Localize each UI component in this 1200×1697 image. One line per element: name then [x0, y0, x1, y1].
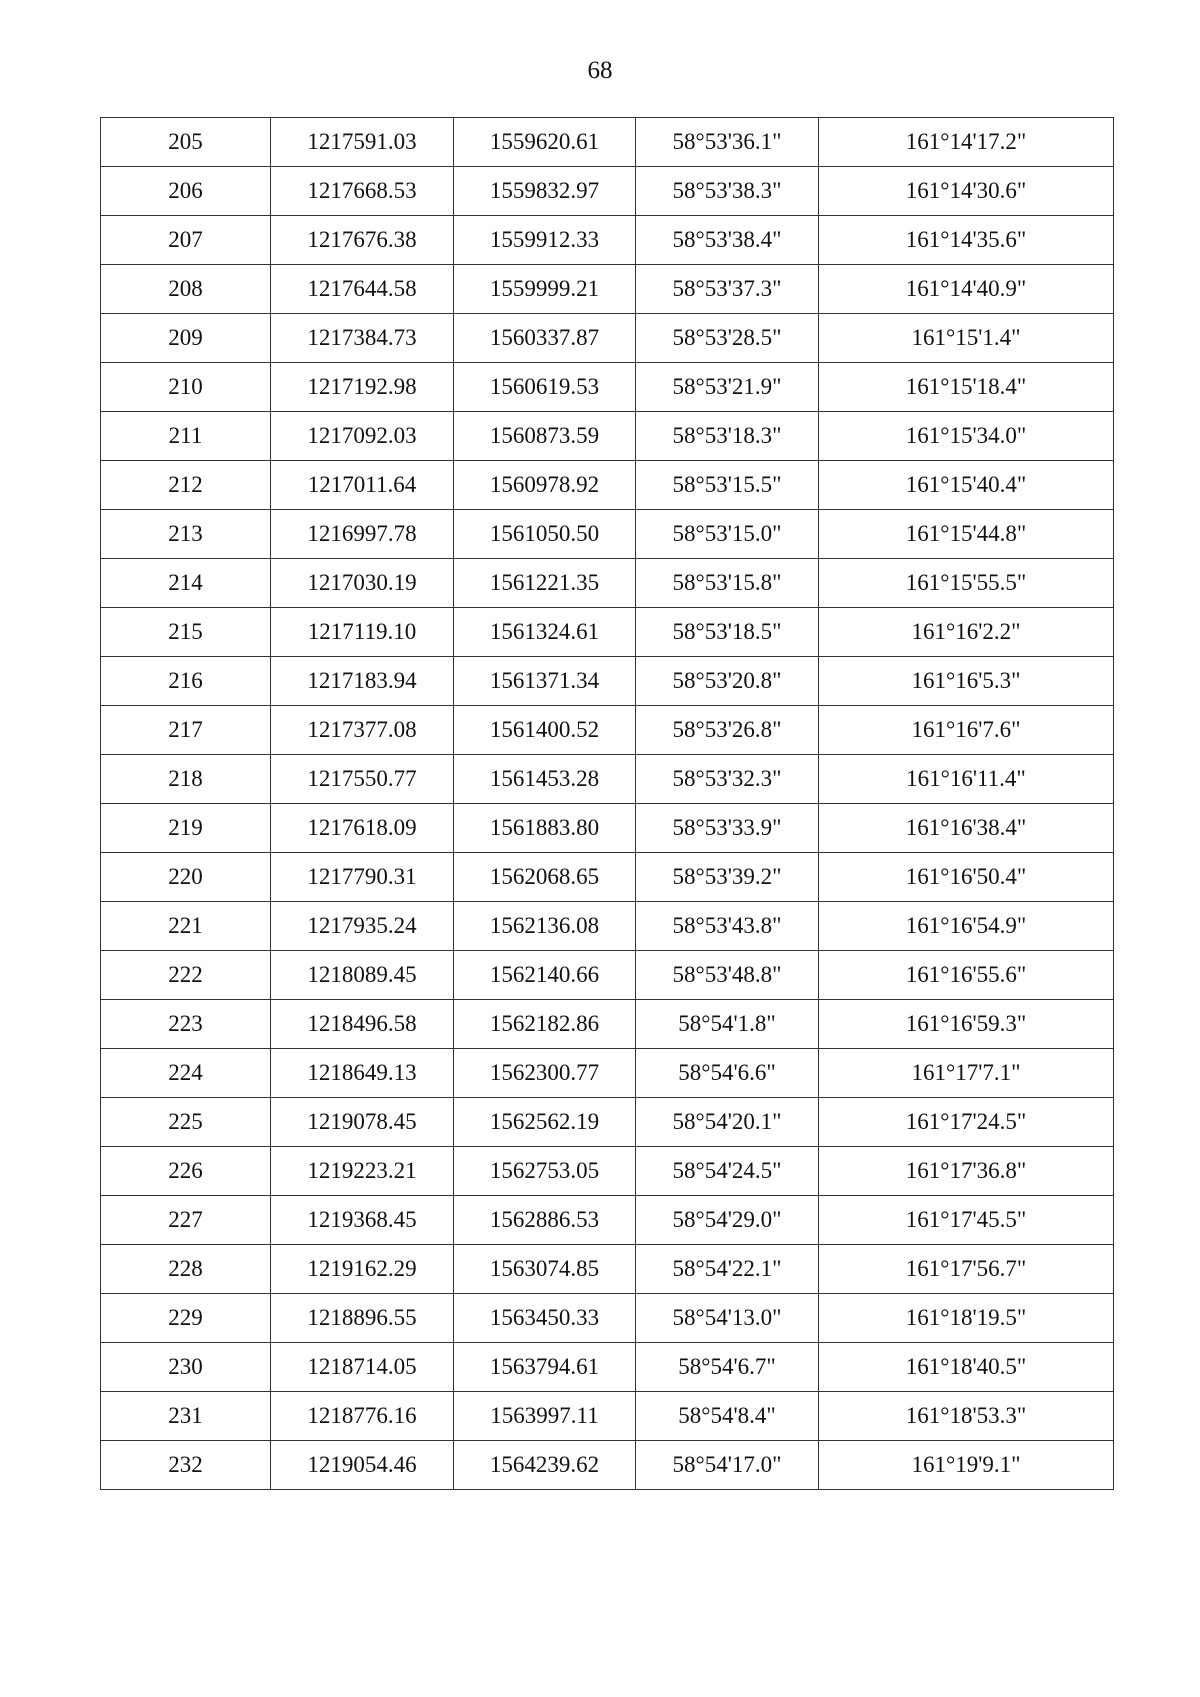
x-coordinate-cell: 1217550.77 — [271, 755, 454, 804]
point-number-cell: 211 — [101, 412, 271, 461]
point-number-cell: 223 — [101, 1000, 271, 1049]
y-coordinate-cell: 1562300.77 — [454, 1049, 636, 1098]
coordinates-table-body — [101, 118, 1114, 1490]
x-coordinate-cell: 1217183.94 — [271, 657, 454, 706]
point-number-cell: 228 — [101, 1245, 271, 1294]
latitude-cell: 58°53'32.3" — [636, 755, 819, 804]
table-row — [101, 1441, 1114, 1490]
x-coordinate-cell: 1217377.08 — [271, 706, 454, 755]
y-coordinate-cell: 1559620.61 — [454, 118, 636, 167]
table-row — [101, 216, 1114, 265]
x-coordinate-cell: 1219368.45 — [271, 1196, 454, 1245]
point-number-cell: 231 — [101, 1392, 271, 1441]
table-row — [101, 706, 1114, 755]
y-coordinate-cell: 1560873.59 — [454, 412, 636, 461]
latitude-cell: 58°53'38.4" — [636, 216, 819, 265]
latitude-cell: 58°53'15.5" — [636, 461, 819, 510]
longitude-cell: 161°14'40.9" — [819, 265, 1114, 314]
latitude-cell: 58°54'13.0" — [636, 1294, 819, 1343]
y-coordinate-cell: 1562562.19 — [454, 1098, 636, 1147]
x-coordinate-cell: 1219162.29 — [271, 1245, 454, 1294]
point-number-cell: 225 — [101, 1098, 271, 1147]
latitude-cell: 58°53'15.8" — [636, 559, 819, 608]
latitude-cell: 58°54'29.0" — [636, 1196, 819, 1245]
y-coordinate-cell: 1560619.53 — [454, 363, 636, 412]
table-row — [101, 755, 1114, 804]
longitude-cell: 161°16'54.9" — [819, 902, 1114, 951]
latitude-cell: 58°53'15.0" — [636, 510, 819, 559]
latitude-cell: 58°53'37.3" — [636, 265, 819, 314]
y-coordinate-cell: 1562753.05 — [454, 1147, 636, 1196]
table-row — [101, 461, 1114, 510]
table-row — [101, 1049, 1114, 1098]
latitude-cell: 58°53'43.8" — [636, 902, 819, 951]
latitude-cell: 58°54'8.4" — [636, 1392, 819, 1441]
longitude-cell: 161°14'17.2" — [819, 118, 1114, 167]
point-number-cell: 208 — [101, 265, 271, 314]
y-coordinate-cell: 1563450.33 — [454, 1294, 636, 1343]
x-coordinate-cell: 1218714.05 — [271, 1343, 454, 1392]
x-coordinate-cell: 1217591.03 — [271, 118, 454, 167]
table-row — [101, 363, 1114, 412]
table-row — [101, 559, 1114, 608]
point-number-cell: 209 — [101, 314, 271, 363]
y-coordinate-cell: 1562886.53 — [454, 1196, 636, 1245]
latitude-cell: 58°53'18.5" — [636, 608, 819, 657]
point-number-cell: 206 — [101, 167, 271, 216]
x-coordinate-cell: 1218896.55 — [271, 1294, 454, 1343]
latitude-cell: 58°53'28.5" — [636, 314, 819, 363]
longitude-cell: 161°17'45.5" — [819, 1196, 1114, 1245]
table-row — [101, 1343, 1114, 1392]
longitude-cell: 161°14'35.6" — [819, 216, 1114, 265]
latitude-cell: 58°54'1.8" — [636, 1000, 819, 1049]
x-coordinate-cell: 1217790.31 — [271, 853, 454, 902]
latitude-cell: 58°53'33.9" — [636, 804, 819, 853]
table-row — [101, 1294, 1114, 1343]
y-coordinate-cell: 1561400.52 — [454, 706, 636, 755]
y-coordinate-cell: 1562136.08 — [454, 902, 636, 951]
point-number-cell: 212 — [101, 461, 271, 510]
point-number-cell: 218 — [101, 755, 271, 804]
longitude-cell: 161°15'18.4" — [819, 363, 1114, 412]
x-coordinate-cell: 1219223.21 — [271, 1147, 454, 1196]
longitude-cell: 161°15'1.4" — [819, 314, 1114, 363]
x-coordinate-cell: 1218649.13 — [271, 1049, 454, 1098]
longitude-cell: 161°16'5.3" — [819, 657, 1114, 706]
x-coordinate-cell: 1216997.78 — [271, 510, 454, 559]
point-number-cell: 215 — [101, 608, 271, 657]
point-number-cell: 230 — [101, 1343, 271, 1392]
x-coordinate-cell: 1217011.64 — [271, 461, 454, 510]
table-row — [101, 412, 1114, 461]
x-coordinate-cell: 1218089.45 — [271, 951, 454, 1000]
page-number: 68 — [587, 57, 613, 84]
longitude-cell: 161°19'9.1" — [819, 1441, 1114, 1490]
longitude-cell: 161°17'24.5" — [819, 1098, 1114, 1147]
x-coordinate-cell: 1217676.38 — [271, 216, 454, 265]
latitude-cell: 58°53'39.2" — [636, 853, 819, 902]
x-coordinate-cell: 1217644.58 — [271, 265, 454, 314]
longitude-cell: 161°16'50.4" — [819, 853, 1114, 902]
table-row — [101, 314, 1114, 363]
latitude-cell: 58°54'17.0" — [636, 1441, 819, 1490]
table-row — [101, 265, 1114, 314]
y-coordinate-cell: 1562182.86 — [454, 1000, 636, 1049]
table-row — [101, 902, 1114, 951]
x-coordinate-cell: 1217668.53 — [271, 167, 454, 216]
longitude-cell: 161°14'30.6" — [819, 167, 1114, 216]
point-number-cell: 220 — [101, 853, 271, 902]
table-row — [101, 1000, 1114, 1049]
longitude-cell: 161°16'11.4" — [819, 755, 1114, 804]
table-row — [101, 608, 1114, 657]
y-coordinate-cell: 1561883.80 — [454, 804, 636, 853]
y-coordinate-cell: 1561453.28 — [454, 755, 636, 804]
point-number-cell: 227 — [101, 1196, 271, 1245]
y-coordinate-cell: 1564239.62 — [454, 1441, 636, 1490]
table-row — [101, 118, 1114, 167]
table-row — [101, 1392, 1114, 1441]
x-coordinate-cell: 1217192.98 — [271, 363, 454, 412]
latitude-cell: 58°54'6.6" — [636, 1049, 819, 1098]
x-coordinate-cell: 1217030.19 — [271, 559, 454, 608]
y-coordinate-cell: 1562140.66 — [454, 951, 636, 1000]
point-number-cell: 216 — [101, 657, 271, 706]
y-coordinate-cell: 1559832.97 — [454, 167, 636, 216]
table-row — [101, 1245, 1114, 1294]
latitude-cell: 58°53'26.8" — [636, 706, 819, 755]
x-coordinate-cell: 1217384.73 — [271, 314, 454, 363]
y-coordinate-cell: 1560337.87 — [454, 314, 636, 363]
longitude-cell: 161°15'44.8" — [819, 510, 1114, 559]
y-coordinate-cell: 1561221.35 — [454, 559, 636, 608]
latitude-cell: 58°54'20.1" — [636, 1098, 819, 1147]
latitude-cell: 58°54'24.5" — [636, 1147, 819, 1196]
table-row — [101, 1147, 1114, 1196]
longitude-cell: 161°16'38.4" — [819, 804, 1114, 853]
longitude-cell: 161°18'19.5" — [819, 1294, 1114, 1343]
point-number-cell: 232 — [101, 1441, 271, 1490]
y-coordinate-cell: 1563997.11 — [454, 1392, 636, 1441]
longitude-cell: 161°18'40.5" — [819, 1343, 1114, 1392]
latitude-cell: 58°54'6.7" — [636, 1343, 819, 1392]
point-number-cell: 210 — [101, 363, 271, 412]
y-coordinate-cell: 1561324.61 — [454, 608, 636, 657]
point-number-cell: 217 — [101, 706, 271, 755]
table-row — [101, 804, 1114, 853]
latitude-cell: 58°53'38.3" — [636, 167, 819, 216]
longitude-cell: 161°16'59.3" — [819, 1000, 1114, 1049]
longitude-cell: 161°16'7.6" — [819, 706, 1114, 755]
point-number-cell: 205 — [101, 118, 271, 167]
coordinates-table — [100, 117, 1114, 1490]
latitude-cell: 58°54'22.1" — [636, 1245, 819, 1294]
y-coordinate-cell: 1560978.92 — [454, 461, 636, 510]
x-coordinate-cell: 1218776.16 — [271, 1392, 454, 1441]
x-coordinate-cell: 1217119.10 — [271, 608, 454, 657]
point-number-cell: 219 — [101, 804, 271, 853]
y-coordinate-cell: 1563074.85 — [454, 1245, 636, 1294]
longitude-cell: 161°15'55.5" — [819, 559, 1114, 608]
point-number-cell: 213 — [101, 510, 271, 559]
longitude-cell: 161°17'7.1" — [819, 1049, 1114, 1098]
x-coordinate-cell: 1217092.03 — [271, 412, 454, 461]
longitude-cell: 161°16'55.6" — [819, 951, 1114, 1000]
x-coordinate-cell: 1218496.58 — [271, 1000, 454, 1049]
table-row — [101, 1098, 1114, 1147]
longitude-cell: 161°16'2.2" — [819, 608, 1114, 657]
y-coordinate-cell: 1561371.34 — [454, 657, 636, 706]
point-number-cell: 224 — [101, 1049, 271, 1098]
latitude-cell: 58°53'36.1" — [636, 118, 819, 167]
x-coordinate-cell: 1217935.24 — [271, 902, 454, 951]
latitude-cell: 58°53'18.3" — [636, 412, 819, 461]
x-coordinate-cell: 1217618.09 — [271, 804, 454, 853]
y-coordinate-cell: 1561050.50 — [454, 510, 636, 559]
longitude-cell: 161°15'40.4" — [819, 461, 1114, 510]
point-number-cell: 226 — [101, 1147, 271, 1196]
longitude-cell: 161°17'56.7" — [819, 1245, 1114, 1294]
x-coordinate-cell: 1219078.45 — [271, 1098, 454, 1147]
latitude-cell: 58°53'48.8" — [636, 951, 819, 1000]
table-row — [101, 167, 1114, 216]
point-number-cell: 222 — [101, 951, 271, 1000]
table-row — [101, 1196, 1114, 1245]
longitude-cell: 161°18'53.3" — [819, 1392, 1114, 1441]
point-number-cell: 207 — [101, 216, 271, 265]
table-row — [101, 951, 1114, 1000]
latitude-cell: 58°53'21.9" — [636, 363, 819, 412]
table-row — [101, 657, 1114, 706]
latitude-cell: 58°53'20.8" — [636, 657, 819, 706]
x-coordinate-cell: 1219054.46 — [271, 1441, 454, 1490]
y-coordinate-cell: 1562068.65 — [454, 853, 636, 902]
point-number-cell: 214 — [101, 559, 271, 608]
y-coordinate-cell: 1563794.61 — [454, 1343, 636, 1392]
y-coordinate-cell: 1559912.33 — [454, 216, 636, 265]
y-coordinate-cell: 1559999.21 — [454, 265, 636, 314]
longitude-cell: 161°15'34.0" — [819, 412, 1114, 461]
table-row — [101, 853, 1114, 902]
point-number-cell: 229 — [101, 1294, 271, 1343]
point-number-cell: 221 — [101, 902, 271, 951]
longitude-cell: 161°17'36.8" — [819, 1147, 1114, 1196]
table-row — [101, 510, 1114, 559]
